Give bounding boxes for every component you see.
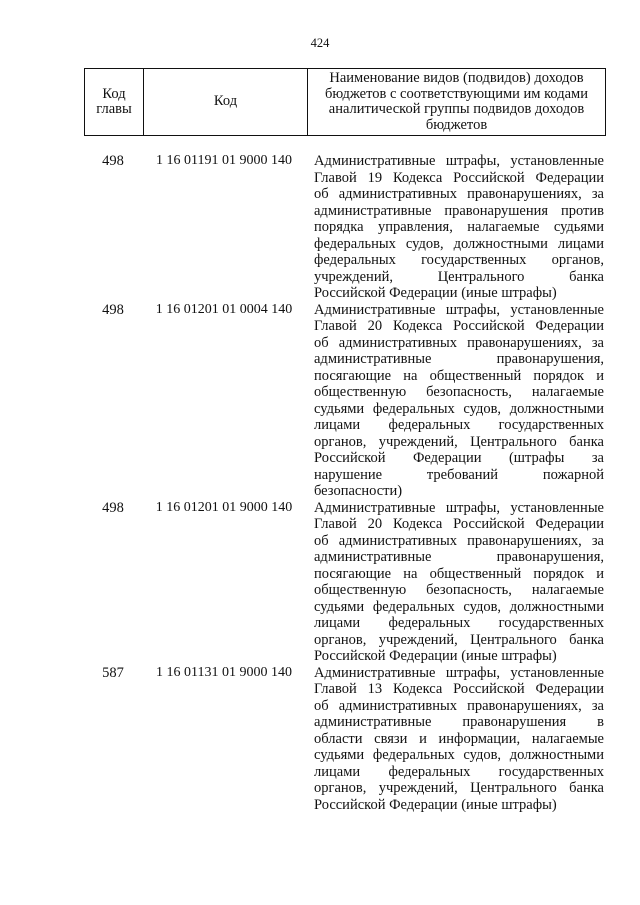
row-name-line: Российской Федерации (иные штрафы) [314, 796, 557, 813]
row-name-line: Российской Федерации (иные штрафы) [314, 285, 557, 301]
row-chapter-code: 498 [102, 153, 124, 169]
row-name-line: об административных правонарушениях, за [314, 532, 604, 549]
row-name-line: посягающие на общественный порядок и [314, 367, 604, 384]
row-name-line: лицами федеральных государственных [314, 763, 604, 780]
row-name [306, 665, 606, 814]
row-name-line: административные правонарушения против [314, 202, 604, 219]
row-name-line: об административных правонарушениях, за [314, 186, 604, 202]
row-name [306, 153, 606, 302]
row-name-line: административные правонарушения, [314, 351, 604, 367]
row-name-line: судьями федеральных судов, должностными [314, 400, 604, 417]
header-chapter-code: Код главы [96, 85, 132, 117]
row-code: 1 16 01201 01 0004 140 [155, 301, 293, 317]
row-code: 1 16 01191 01 9000 140 [156, 153, 292, 168]
row-name-line: учреждений, Центрального банка [314, 268, 604, 285]
row-name-line: административные правонарушения в [314, 714, 604, 730]
row-name-line: безопасности) [314, 483, 403, 499]
row-name-line: органов, учреждений, Центрального банка [314, 780, 604, 796]
table-row [84, 500, 606, 665]
header-name: Наименование видов (подвидов) доходов бюджетов с соответствующими им кодами аналитической группы подвидов доходов бюджетов [307, 69, 605, 135]
row-name-line: Административные штрафы, установленные [314, 664, 604, 681]
row-name-line: Административные штрафы, установленные [314, 499, 604, 516]
row-name-line: административные правонарушения, [314, 549, 604, 565]
table-row [84, 665, 606, 814]
row-chapter-code: 587 [102, 664, 124, 681]
row-name-line: Главой 20 Кодекса Российской Федерации [314, 318, 604, 334]
row-code: 1 16 01201 01 9000 140 [155, 499, 293, 515]
table-row [84, 153, 606, 302]
row-name-line: Главой 13 Кодекса Российской Федерации [314, 681, 604, 697]
row-name-line: общественную безопасность, налагаемые [314, 384, 604, 400]
table-body [84, 153, 606, 813]
row-name-line: порядка управления, налагаемые судьями [314, 219, 604, 235]
row-name-line: органов, учреждений, Центрального банка [314, 433, 604, 450]
row-name-line: посягающие на общественный порядок и [314, 565, 604, 582]
table-header [84, 68, 606, 136]
row-name-line: нарушение требований пожарной [314, 466, 604, 483]
row-chapter-code: 498 [102, 499, 124, 516]
row-name-line: судьями федеральных судов, должностными [314, 598, 604, 615]
row-name-line: органов, учреждений, Центрального банка [314, 631, 604, 648]
row-name-line: Главой 19 Кодекса Российской Федерации [314, 169, 604, 186]
row-name-line: Административные штрафы, установленные [314, 301, 604, 318]
row-name [306, 500, 606, 665]
row-name [306, 302, 606, 500]
header-code: Код [143, 69, 307, 135]
row-name-line: Российской Федерации (иные штрафы) [314, 648, 557, 664]
row-name-line: Главой 20 Кодекса Российской Федерации [314, 516, 604, 532]
row-name-line: об административных правонарушениях, за [314, 334, 604, 351]
row-name-line: Российской Федерации (штрафы за [314, 450, 604, 466]
row-name-line: федеральных государственных органов, [314, 252, 604, 268]
row-name-line: лицами федеральных государственных [314, 417, 604, 433]
row-chapter-code: 498 [102, 301, 124, 318]
row-name-line: области связи и информации, налагаемые [314, 730, 604, 747]
table-row [84, 302, 606, 500]
row-name-line: лицами федеральных государственных [314, 615, 604, 631]
row-name-line: Административные штрафы, установленные [314, 153, 604, 169]
page-number: 424 [310, 36, 330, 50]
row-name-line: общественную безопасность, налагаемые [314, 582, 604, 598]
row-code: 1 16 01131 01 9000 140 [156, 664, 292, 680]
row-name-line: федеральных судов, должностными лицами [314, 235, 604, 252]
row-name-line: об административных правонарушениях, за [314, 697, 604, 714]
row-name-line: судьями федеральных судов, должностными [314, 747, 604, 763]
